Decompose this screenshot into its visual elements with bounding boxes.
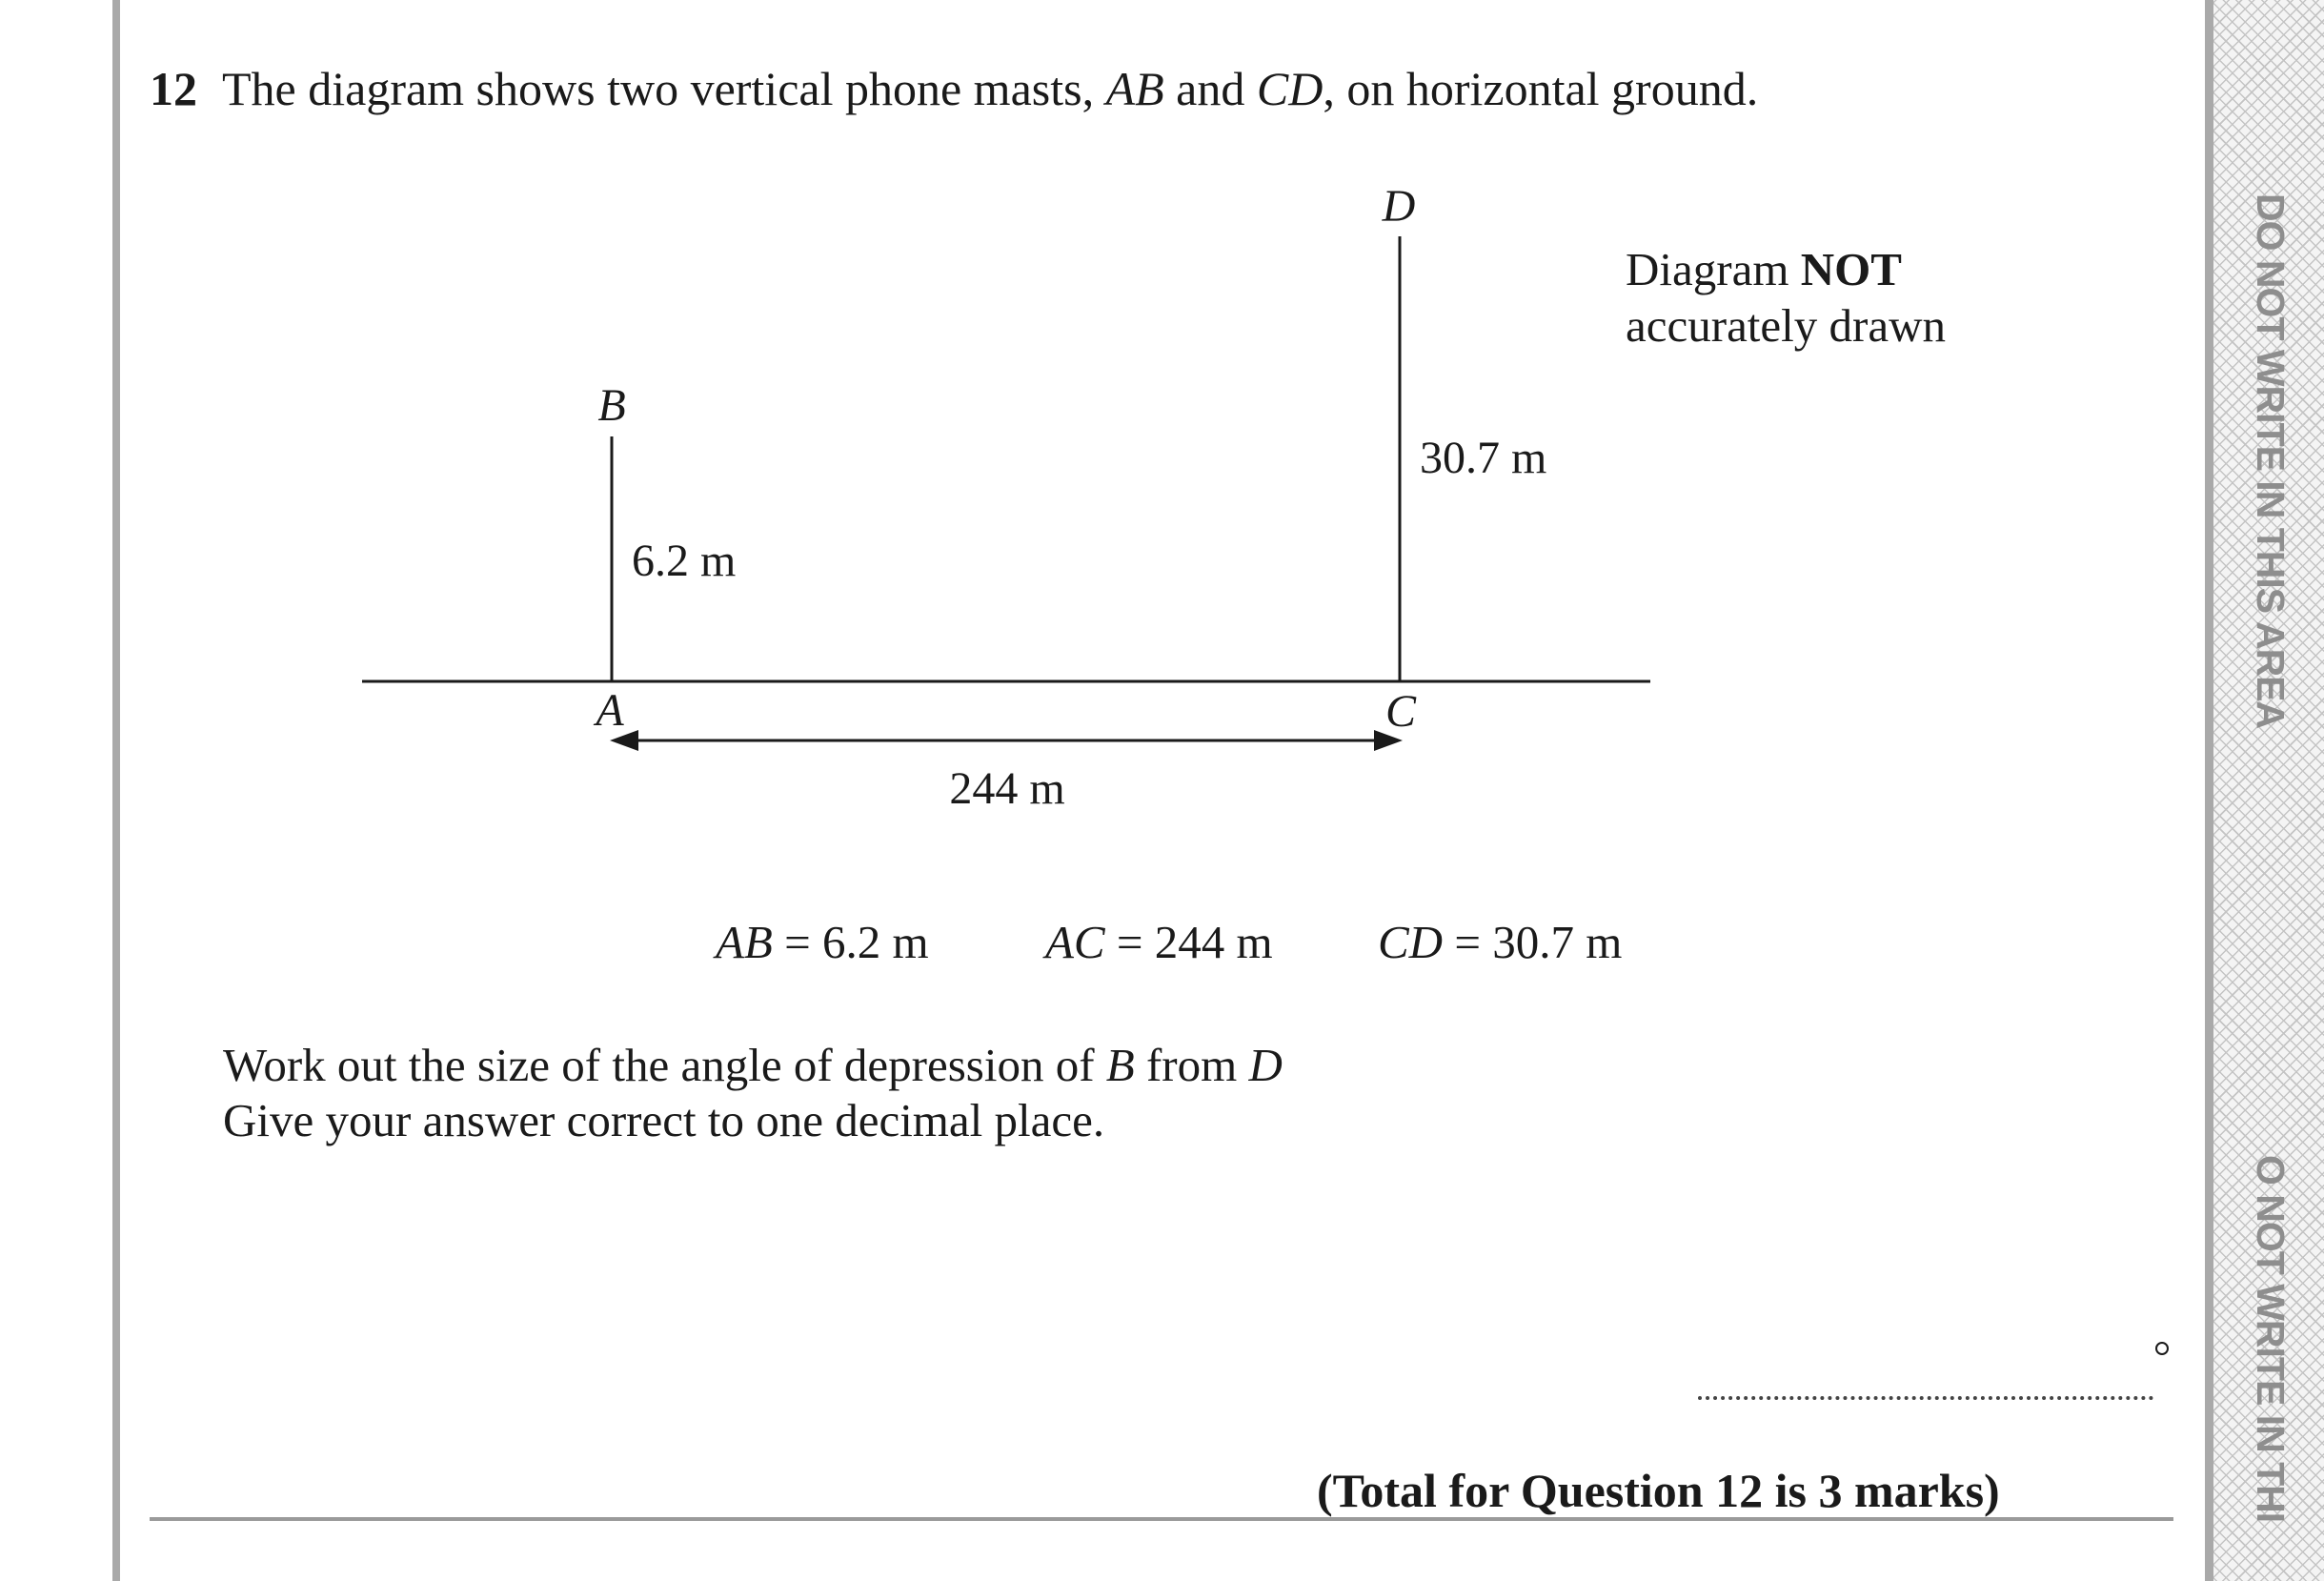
given-ac-name: AC bbox=[1045, 916, 1105, 968]
instruction-text: Work out the size of the angle of depression of bbox=[223, 1039, 1106, 1091]
question-intro-end: , on horizontal ground. bbox=[1323, 62, 1759, 115]
given-cd-value: = 30.7 m bbox=[1443, 916, 1623, 968]
question-end-rule bbox=[150, 1517, 2173, 1521]
given-cd bbox=[1378, 915, 1622, 969]
given-cd-name: CD bbox=[1378, 916, 1444, 968]
question-intro-start: The diagram shows two vertical phone masts, bbox=[222, 62, 1106, 115]
instruction-line-2: Give your answer correct to one decimal place. bbox=[223, 1094, 1105, 1146]
label-ac-length: 244 m bbox=[949, 763, 1065, 814]
given-ab-name: AB bbox=[716, 916, 773, 968]
note-line1-bold: NOT bbox=[1800, 243, 1902, 295]
label-ab-length: 6.2 m bbox=[632, 536, 737, 586]
label-cd-length: 30.7 m bbox=[1420, 433, 1547, 483]
label-point-d: D bbox=[1382, 181, 1416, 232]
margin-warning-lower: O NOT WRITE IN THI bbox=[2249, 1155, 2293, 1523]
degree-symbol bbox=[2155, 1342, 2169, 1355]
answer-line[interactable] bbox=[1698, 1396, 2153, 1400]
diagram-not-accurate-note bbox=[1626, 242, 1946, 355]
total-marks: (Total for Question 12 is 3 marks) bbox=[1317, 1464, 2000, 1517]
label-point-b: B bbox=[597, 380, 626, 431]
label-point-a: A bbox=[596, 685, 624, 736]
instruction-point-b: B bbox=[1105, 1039, 1135, 1091]
given-ac bbox=[1045, 915, 1273, 969]
note-line2: accurately drawn bbox=[1626, 298, 1946, 352]
note-line1-prefix: Diagram bbox=[1626, 243, 1801, 295]
mast-cd-name: CD bbox=[1256, 62, 1324, 115]
label-point-c: C bbox=[1384, 686, 1417, 737]
instruction-line-1 bbox=[223, 1040, 1283, 1091]
instruction-point-d: D bbox=[1248, 1039, 1283, 1091]
margin-warning-upper: DO NOT WRITE IN THIS AREA bbox=[2249, 193, 2293, 729]
given-ac-value: = 244 m bbox=[1104, 916, 1273, 968]
margin-strip-edge bbox=[2205, 0, 2213, 1581]
given-ab-value: = 6.2 m bbox=[772, 916, 929, 968]
question-number: 12 bbox=[150, 62, 197, 115]
given-ab bbox=[716, 915, 929, 969]
question-intro-and: and bbox=[1163, 62, 1257, 115]
instruction-from: from bbox=[1134, 1039, 1249, 1091]
mast-ab-name: AB bbox=[1105, 62, 1164, 115]
